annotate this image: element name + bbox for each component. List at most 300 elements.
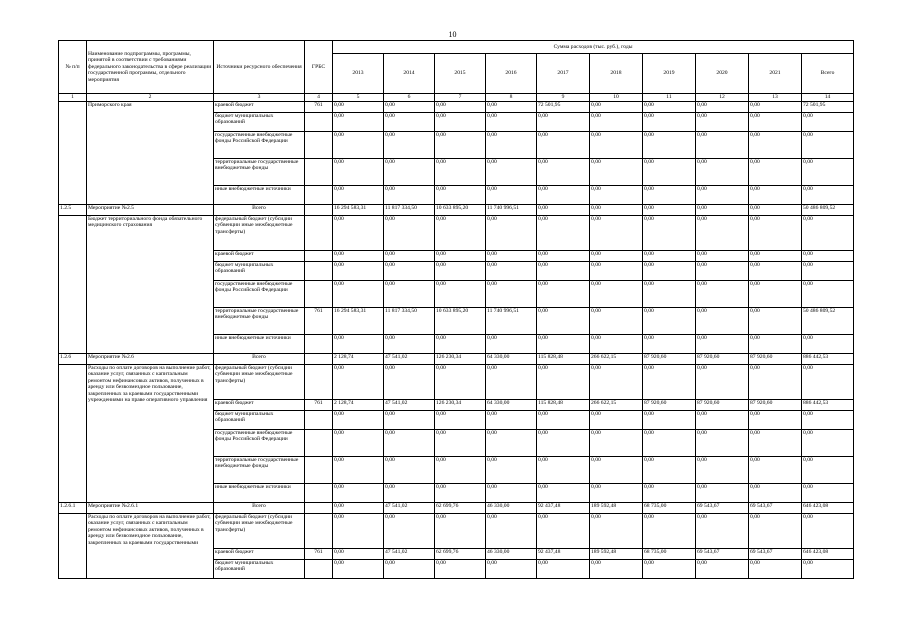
row-value: 2 128,74 bbox=[333, 354, 384, 365]
row-value: 0,00 bbox=[643, 113, 696, 132]
row-value: 0,00 bbox=[749, 457, 802, 484]
header-name: Наименование подпрограммы, программы, принятой в соответствии с требованиями федерального законодательства в сфере реализации государственной программы, отдельного мероприятия bbox=[87, 41, 214, 94]
row-value: 0,00 bbox=[537, 262, 590, 281]
header-year: 2015 bbox=[435, 54, 486, 94]
row-value: 0,00 bbox=[749, 560, 802, 579]
row-value: 0,00 bbox=[590, 102, 643, 113]
row-value: 0,00 bbox=[802, 365, 854, 400]
row-value: 0,00 bbox=[537, 251, 590, 262]
row-value: 0,00 bbox=[590, 281, 643, 308]
row-source: бюджет муниципальных образований bbox=[214, 113, 305, 132]
row-value: 0,00 bbox=[643, 308, 696, 335]
row-value: 47 541,02 bbox=[384, 549, 435, 560]
row-value: 0,00 bbox=[435, 262, 486, 281]
row-value: 0,00 bbox=[643, 365, 696, 400]
row-grbs bbox=[305, 186, 333, 205]
row-value: 886 442,53 bbox=[802, 400, 854, 411]
column-index: 13 bbox=[749, 94, 802, 102]
row-value: 886 442,53 bbox=[802, 354, 854, 365]
row-value: 0,00 bbox=[537, 560, 590, 579]
row-value: 0,00 bbox=[486, 216, 537, 251]
column-index: 7 bbox=[435, 94, 486, 102]
row-grbs: 761 bbox=[305, 549, 333, 560]
row-source: иные внебюджетные источники bbox=[214, 335, 305, 354]
row-value: 0,00 bbox=[696, 251, 749, 262]
row-value: 189 592,48 bbox=[590, 549, 643, 560]
column-index: 6 bbox=[384, 94, 435, 102]
row-value: 0,00 bbox=[590, 216, 643, 251]
row-name: Расходы по оплате договоров на выполнение работ, оказание услуг, связанных с капитальным ремонтом нефинансовых активов, полученных в аренду или безвозмездное пользование, закрепленных за краевыми государственными учреждениями на праве оперативного управления bbox=[87, 365, 214, 503]
row-value: 0,00 bbox=[384, 113, 435, 132]
row-grbs bbox=[305, 365, 333, 400]
row-number: 1.2.5 bbox=[59, 205, 87, 216]
row-value: 0,00 bbox=[435, 514, 486, 549]
row-value: 0,00 bbox=[333, 484, 384, 503]
row-value: 0,00 bbox=[590, 308, 643, 335]
row-value: 0,00 bbox=[333, 503, 384, 514]
row-value: 0,00 bbox=[384, 132, 435, 159]
row-value: 11 817 334,50 bbox=[384, 308, 435, 335]
row-value: 0,00 bbox=[643, 514, 696, 549]
row-value: 0,00 bbox=[333, 457, 384, 484]
row-value: 0,00 bbox=[333, 430, 384, 457]
row-value: 0,00 bbox=[537, 132, 590, 159]
row-value: 0,00 bbox=[749, 186, 802, 205]
row-value: 0,00 bbox=[486, 113, 537, 132]
row-value: 0,00 bbox=[384, 365, 435, 400]
row-grbs: 761 bbox=[305, 102, 333, 113]
row-value: 69 543,67 bbox=[696, 549, 749, 560]
row-value: 68 735,00 bbox=[643, 503, 696, 514]
row-value: 0,00 bbox=[590, 113, 643, 132]
row-value: 62 699,76 bbox=[435, 549, 486, 560]
row-value: 69 543,67 bbox=[749, 503, 802, 514]
table-row bbox=[59, 216, 854, 251]
row-source: бюджет муниципальных образований bbox=[214, 411, 305, 430]
row-value: 0,00 bbox=[590, 514, 643, 549]
row-value: 0,00 bbox=[333, 365, 384, 400]
row-value: 0,00 bbox=[333, 560, 384, 579]
row-value: 126 230,34 bbox=[435, 354, 486, 365]
row-value: 0,00 bbox=[643, 216, 696, 251]
row-value: 0,00 bbox=[384, 457, 435, 484]
row-name: Бюджет территориального фонда обязательного медицинского страхования bbox=[87, 216, 214, 354]
row-number bbox=[59, 216, 87, 354]
row-value: 0,00 bbox=[435, 113, 486, 132]
row-value: 0,00 bbox=[486, 102, 537, 113]
row-value: 92 437,48 bbox=[537, 503, 590, 514]
row-value: 0,00 bbox=[384, 335, 435, 354]
row-value: 0,00 bbox=[802, 457, 854, 484]
row-value: 0,00 bbox=[537, 365, 590, 400]
row-value: 0,00 bbox=[435, 281, 486, 308]
row-value: 11 740 996,51 bbox=[486, 205, 537, 216]
column-index: 2 bbox=[87, 94, 214, 102]
row-value: 16 294 583,31 bbox=[333, 308, 384, 335]
row-value: 64 330,00 bbox=[486, 354, 537, 365]
row-value: 0,00 bbox=[537, 205, 590, 216]
row-grbs bbox=[305, 281, 333, 308]
row-value: 0,00 bbox=[486, 251, 537, 262]
row-grbs bbox=[305, 411, 333, 430]
header-year: 2018 bbox=[590, 54, 643, 94]
row-value: 0,00 bbox=[435, 411, 486, 430]
row-value: 0,00 bbox=[537, 216, 590, 251]
column-index: 12 bbox=[696, 94, 749, 102]
row-value: 0,00 bbox=[435, 159, 486, 186]
row-value: 0,00 bbox=[590, 430, 643, 457]
row-value: 0,00 bbox=[537, 430, 590, 457]
table-row bbox=[59, 503, 854, 514]
row-value: 0,00 bbox=[802, 484, 854, 503]
page-number: 10 bbox=[448, 30, 457, 39]
row-value: 0,00 bbox=[749, 308, 802, 335]
row-value: 0,00 bbox=[643, 484, 696, 503]
row-value: 0,00 bbox=[384, 186, 435, 205]
row-value: 0,00 bbox=[486, 159, 537, 186]
row-value: 0,00 bbox=[696, 216, 749, 251]
row-value: 0,00 bbox=[384, 411, 435, 430]
row-source: Всего bbox=[214, 503, 305, 514]
row-value: 11 817 334,50 bbox=[384, 205, 435, 216]
header-year: Всего bbox=[802, 54, 854, 94]
row-value: 0,00 bbox=[333, 281, 384, 308]
row-grbs: 761 bbox=[305, 400, 333, 411]
column-index: 1 bbox=[59, 94, 87, 102]
row-source: краевой бюджет bbox=[214, 251, 305, 262]
row-value: 0,00 bbox=[590, 132, 643, 159]
row-value: 87 920,60 bbox=[749, 400, 802, 411]
row-value: 0,00 bbox=[802, 262, 854, 281]
row-grbs bbox=[305, 335, 333, 354]
row-value: 0,00 bbox=[643, 102, 696, 113]
row-value: 64 330,00 bbox=[486, 400, 537, 411]
row-value: 0,00 bbox=[643, 186, 696, 205]
row-value: 646 423,08 bbox=[802, 549, 854, 560]
row-value: 0,00 bbox=[802, 251, 854, 262]
row-grbs bbox=[305, 113, 333, 132]
row-value: 47 541,02 bbox=[384, 400, 435, 411]
row-source: территориальные государственные внебюджетные фонды bbox=[214, 159, 305, 186]
row-value: 126 230,34 bbox=[435, 400, 486, 411]
row-value: 69 543,67 bbox=[696, 503, 749, 514]
row-value: 0,00 bbox=[537, 113, 590, 132]
row-value: 0,00 bbox=[696, 430, 749, 457]
row-value: 72 501,95 bbox=[802, 102, 854, 113]
row-value: 189 592,48 bbox=[590, 503, 643, 514]
row-value: 46 330,00 bbox=[486, 549, 537, 560]
row-value: 87 920,60 bbox=[696, 400, 749, 411]
row-name: Мероприятие №2.5 bbox=[87, 205, 214, 216]
row-value: 0,00 bbox=[749, 430, 802, 457]
column-index: 5 bbox=[333, 94, 384, 102]
row-value: 0,00 bbox=[333, 514, 384, 549]
row-value: 68 735,00 bbox=[643, 549, 696, 560]
row-value: 0,00 bbox=[696, 308, 749, 335]
row-value: 0,00 bbox=[333, 411, 384, 430]
row-value: 0,00 bbox=[486, 365, 537, 400]
row-value: 0,00 bbox=[486, 186, 537, 205]
row-value: 62 699,76 bbox=[435, 503, 486, 514]
row-value: 0,00 bbox=[590, 262, 643, 281]
row-value: 0,00 bbox=[435, 365, 486, 400]
row-value: 0,00 bbox=[486, 132, 537, 159]
row-grbs bbox=[305, 354, 333, 365]
row-value: 0,00 bbox=[435, 560, 486, 579]
row-value: 87 920,60 bbox=[749, 354, 802, 365]
row-grbs bbox=[305, 457, 333, 484]
column-index: 10 bbox=[590, 94, 643, 102]
column-index: 4 bbox=[305, 94, 333, 102]
column-index: 14 bbox=[802, 94, 854, 102]
row-source: иные внебюджетные источники bbox=[214, 186, 305, 205]
row-value: 0,00 bbox=[590, 159, 643, 186]
column-index: 3 bbox=[214, 94, 305, 102]
row-value: 0,00 bbox=[696, 560, 749, 579]
row-value: 0,00 bbox=[333, 159, 384, 186]
row-value: 0,00 bbox=[749, 281, 802, 308]
row-value: 0,00 bbox=[643, 281, 696, 308]
row-value: 0,00 bbox=[486, 484, 537, 503]
column-index: 9 bbox=[537, 94, 590, 102]
row-value: 69 543,67 bbox=[749, 549, 802, 560]
row-value: 50 486 809,52 bbox=[802, 205, 854, 216]
row-value: 0,00 bbox=[590, 335, 643, 354]
row-value: 0,00 bbox=[749, 159, 802, 186]
row-value: 0,00 bbox=[333, 113, 384, 132]
row-value: 87 920,60 bbox=[643, 400, 696, 411]
row-source: иные внебюджетные источники bbox=[214, 484, 305, 503]
row-value: 0,00 bbox=[333, 216, 384, 251]
row-value: 2 128,74 bbox=[333, 400, 384, 411]
table-row bbox=[59, 354, 854, 365]
row-value: 0,00 bbox=[384, 430, 435, 457]
row-value: 72 501,95 bbox=[537, 102, 590, 113]
row-value: 115 828,48 bbox=[537, 354, 590, 365]
row-value: 266 622,15 bbox=[590, 400, 643, 411]
row-value: 0,00 bbox=[435, 102, 486, 113]
row-number: 1.2.6 bbox=[59, 354, 87, 365]
row-value: 0,00 bbox=[749, 216, 802, 251]
row-value: 0,00 bbox=[696, 205, 749, 216]
row-number bbox=[59, 365, 87, 503]
row-grbs bbox=[305, 251, 333, 262]
row-source: Всего bbox=[214, 205, 305, 216]
row-value: 87 920,60 bbox=[643, 354, 696, 365]
row-name: Мероприятие №2.6 bbox=[87, 354, 214, 365]
row-value: 0,00 bbox=[333, 549, 384, 560]
row-value: 0,00 bbox=[435, 132, 486, 159]
row-source: государственные внебюджетные фонды Российской Федерации bbox=[214, 132, 305, 159]
row-value: 0,00 bbox=[643, 335, 696, 354]
row-value: 0,00 bbox=[749, 335, 802, 354]
row-source: государственные внебюджетные фонды Российской Федерации bbox=[214, 430, 305, 457]
row-value: 0,00 bbox=[333, 132, 384, 159]
column-index-row bbox=[59, 94, 854, 102]
row-value: 0,00 bbox=[384, 216, 435, 251]
row-value: 0,00 bbox=[486, 411, 537, 430]
row-grbs bbox=[305, 205, 333, 216]
row-value: 0,00 bbox=[435, 216, 486, 251]
row-value: 0,00 bbox=[333, 186, 384, 205]
row-value: 0,00 bbox=[643, 430, 696, 457]
row-number: 1.2.6.1 bbox=[59, 503, 87, 514]
row-value: 0,00 bbox=[333, 102, 384, 113]
row-value: 0,00 bbox=[333, 251, 384, 262]
row-grbs bbox=[305, 430, 333, 457]
row-value: 0,00 bbox=[590, 365, 643, 400]
row-value: 47 541,02 bbox=[384, 503, 435, 514]
row-name: Мероприятие №2.6.1 bbox=[87, 503, 214, 514]
row-value: 92 437,48 bbox=[537, 549, 590, 560]
row-source: федеральный бюджет (субсидии субвенции иные межбюджетные трансферты) bbox=[214, 365, 305, 400]
row-value: 0,00 bbox=[537, 484, 590, 503]
row-value: 0,00 bbox=[643, 132, 696, 159]
row-value: 0,00 bbox=[696, 102, 749, 113]
row-value: 0,00 bbox=[696, 514, 749, 549]
row-value: 10 633 895,20 bbox=[435, 205, 486, 216]
row-value: 0,00 bbox=[537, 186, 590, 205]
row-value: 16 294 583,31 bbox=[333, 205, 384, 216]
row-grbs bbox=[305, 484, 333, 503]
row-value: 0,00 bbox=[643, 457, 696, 484]
table-row bbox=[59, 514, 854, 549]
row-value: 0,00 bbox=[384, 102, 435, 113]
row-value: 0,00 bbox=[696, 113, 749, 132]
row-name: Приморского края bbox=[87, 102, 214, 205]
row-value: 0,00 bbox=[749, 205, 802, 216]
row-grbs bbox=[305, 262, 333, 281]
row-value: 0,00 bbox=[696, 365, 749, 400]
row-value: 0,00 bbox=[802, 560, 854, 579]
row-value: 0,00 bbox=[384, 484, 435, 503]
column-index: 11 bbox=[643, 94, 696, 102]
row-value: 0,00 bbox=[696, 411, 749, 430]
row-source: федеральный бюджет (субсидии субвенции иные межбюджетные трансферты) bbox=[214, 514, 305, 549]
row-value: 0,00 bbox=[590, 251, 643, 262]
row-value: 0,00 bbox=[802, 186, 854, 205]
row-value: 0,00 bbox=[333, 335, 384, 354]
row-value: 0,00 bbox=[537, 514, 590, 549]
row-number bbox=[59, 102, 87, 205]
row-value: 0,00 bbox=[435, 430, 486, 457]
row-value: 0,00 bbox=[696, 132, 749, 159]
row-value: 0,00 bbox=[435, 335, 486, 354]
row-value: 0,00 bbox=[537, 457, 590, 484]
row-value: 0,00 bbox=[384, 159, 435, 186]
row-grbs bbox=[305, 560, 333, 579]
row-value: 0,00 bbox=[643, 205, 696, 216]
row-value: 0,00 bbox=[696, 186, 749, 205]
table-body bbox=[59, 102, 854, 579]
row-value: 0,00 bbox=[590, 186, 643, 205]
row-value: 0,00 bbox=[643, 411, 696, 430]
row-value: 0,00 bbox=[749, 262, 802, 281]
row-value: 0,00 bbox=[384, 251, 435, 262]
row-value: 0,00 bbox=[802, 411, 854, 430]
header-year: 2021 bbox=[749, 54, 802, 94]
row-value: 0,00 bbox=[696, 281, 749, 308]
row-number bbox=[59, 514, 87, 579]
row-source: территориальные государственные внебюджетные фонды bbox=[214, 457, 305, 484]
row-value: 0,00 bbox=[696, 457, 749, 484]
header-source: Источники ресурсного обеспечения bbox=[214, 41, 305, 94]
row-value: 0,00 bbox=[696, 335, 749, 354]
row-value: 115 828,48 bbox=[537, 400, 590, 411]
row-source: федеральный бюджет (субсидии субвенции иные межбюджетные трансферты) bbox=[214, 216, 305, 251]
row-source: бюджет муниципальных образований bbox=[214, 262, 305, 281]
row-value: 0,00 bbox=[802, 514, 854, 549]
row-value: 0,00 bbox=[486, 560, 537, 579]
header-num: № п/п bbox=[59, 41, 87, 94]
row-value: 0,00 bbox=[590, 205, 643, 216]
row-value: 0,00 bbox=[486, 335, 537, 354]
row-source: территориальные государственные внебюджетные фонды bbox=[214, 308, 305, 335]
row-value: 0,00 bbox=[333, 262, 384, 281]
row-value: 0,00 bbox=[749, 365, 802, 400]
row-value: 0,00 bbox=[749, 132, 802, 159]
row-value: 0,00 bbox=[435, 186, 486, 205]
header-grbs: ГРБС bbox=[305, 41, 333, 94]
row-source: краевой бюджет bbox=[214, 400, 305, 411]
row-source: краевой бюджет bbox=[214, 102, 305, 113]
header-year: 2019 bbox=[643, 54, 696, 94]
row-grbs bbox=[305, 132, 333, 159]
row-value: 0,00 bbox=[802, 159, 854, 186]
row-source: государственные внебюджетные фонды Российской Федерации bbox=[214, 281, 305, 308]
row-value: 0,00 bbox=[384, 281, 435, 308]
header-year: 2020 bbox=[696, 54, 749, 94]
row-value: 0,00 bbox=[486, 457, 537, 484]
row-value: 0,00 bbox=[643, 251, 696, 262]
row-value: 0,00 bbox=[384, 560, 435, 579]
row-value: 0,00 bbox=[486, 514, 537, 549]
row-value: 0,00 bbox=[537, 308, 590, 335]
row-grbs bbox=[305, 514, 333, 549]
row-value: 0,00 bbox=[802, 113, 854, 132]
header-year: 2014 bbox=[384, 54, 435, 94]
row-value: 0,00 bbox=[802, 216, 854, 251]
header-sum: Сумма расходов (тыс. руб.), годы bbox=[333, 41, 854, 54]
row-value: 266 622,15 bbox=[590, 354, 643, 365]
row-value: 0,00 bbox=[802, 132, 854, 159]
row-value: 0,00 bbox=[696, 484, 749, 503]
row-value: 0,00 bbox=[435, 251, 486, 262]
row-value: 0,00 bbox=[590, 411, 643, 430]
row-grbs bbox=[305, 503, 333, 514]
row-source: краевой бюджет bbox=[214, 549, 305, 560]
row-value: 0,00 bbox=[384, 262, 435, 281]
row-value: 0,00 bbox=[802, 335, 854, 354]
row-value: 47 541,02 bbox=[384, 354, 435, 365]
row-value: 0,00 bbox=[643, 560, 696, 579]
row-value: 0,00 bbox=[486, 430, 537, 457]
header-year: 2013 bbox=[333, 54, 384, 94]
row-value: 11 740 996,51 bbox=[486, 308, 537, 335]
row-value: 0,00 bbox=[537, 159, 590, 186]
row-source: бюджет муниципальных образований bbox=[214, 560, 305, 579]
row-value: 0,00 bbox=[749, 514, 802, 549]
row-value: 0,00 bbox=[435, 484, 486, 503]
row-value: 0,00 bbox=[537, 411, 590, 430]
row-grbs bbox=[305, 216, 333, 251]
row-value: 0,00 bbox=[384, 514, 435, 549]
row-grbs bbox=[305, 159, 333, 186]
row-value: 10 633 895,20 bbox=[435, 308, 486, 335]
row-value: 0,00 bbox=[486, 262, 537, 281]
row-value: 0,00 bbox=[749, 113, 802, 132]
row-value: 0,00 bbox=[537, 281, 590, 308]
